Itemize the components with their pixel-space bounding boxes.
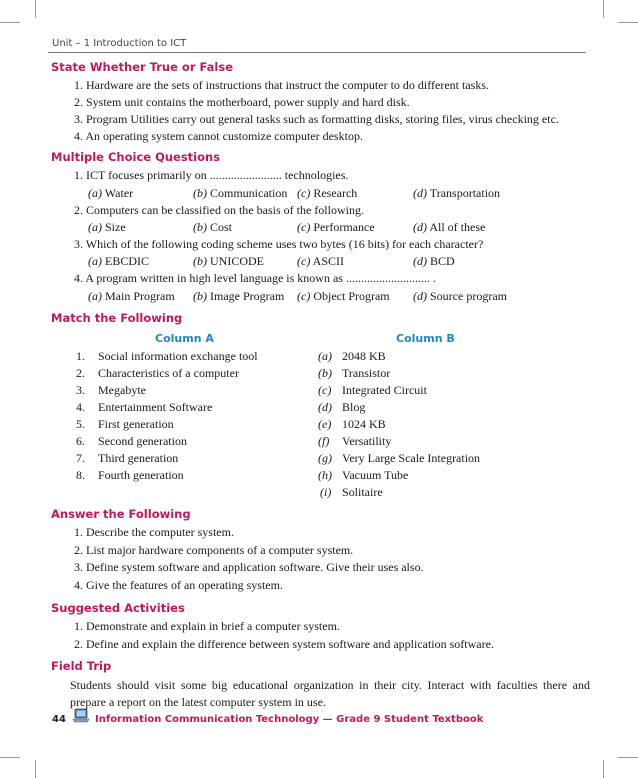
mcq-option: (d) Transportation bbox=[413, 186, 501, 200]
mcq-option: (d) Source program bbox=[413, 289, 507, 303]
crop-mark bbox=[35, 760, 36, 778]
mcq-option: (b) Cost bbox=[193, 220, 233, 234]
match-b-text: Versatility bbox=[342, 434, 392, 448]
match-a-num: 8. bbox=[76, 468, 85, 482]
mcq-option: (c) Research bbox=[297, 186, 358, 200]
match-a-num: 5. bbox=[76, 417, 85, 431]
section-heading-mcq: Multiple Choice Questions bbox=[51, 150, 221, 164]
mcq-option: (c) Performance bbox=[297, 220, 375, 234]
match-a-text: Characteristics of a computer bbox=[98, 366, 239, 380]
mcq-option: (b) UNICODE bbox=[193, 254, 264, 268]
mcq-option: (a) Main Program bbox=[88, 289, 175, 303]
section-heading-true-false: State Whether True or False bbox=[51, 60, 234, 74]
activity-item: 2. Define and explain the difference between system software and application software. bbox=[74, 637, 494, 651]
match-b-text: Vacuum Tube bbox=[342, 468, 409, 482]
mcq-option: (b) Image Program bbox=[193, 289, 285, 303]
crop-mark bbox=[0, 757, 20, 758]
mcq-question: 3. Which of the following coding scheme uses two bytes (16 bits) for each character? bbox=[74, 237, 484, 251]
mcq-question: 2. Computers can be classified on the basis of the following. bbox=[74, 203, 364, 217]
match-a-text: Megabyte bbox=[98, 383, 146, 397]
laptop-icon bbox=[72, 708, 90, 724]
match-b-key: (b) bbox=[318, 366, 332, 380]
section-heading-answer: Answer the Following bbox=[51, 507, 191, 521]
match-a-text: First generation bbox=[98, 417, 174, 431]
match-b-key: (g) bbox=[318, 451, 332, 465]
section-heading-activities: Suggested Activities bbox=[51, 601, 185, 615]
mcq-option: (a) EBCDIC bbox=[88, 254, 150, 268]
answer-item: 3. Define system software and application software. Give their uses also. bbox=[74, 560, 424, 574]
mcq-option: (a) Water bbox=[88, 186, 134, 200]
match-a-text: Social information exchange tool bbox=[98, 349, 258, 363]
match-b-key: (f) bbox=[318, 434, 330, 448]
crop-mark bbox=[0, 22, 20, 23]
match-b-key: (a) bbox=[318, 349, 332, 363]
match-b-text: Blog bbox=[342, 400, 366, 414]
match-b-key: (i) bbox=[320, 485, 332, 499]
match-a-text: Entertainment Software bbox=[98, 400, 213, 414]
match-a-num: 6. bbox=[76, 434, 85, 448]
mcq-question: 1. ICT focuses primarily on ........................ technologies. bbox=[74, 168, 349, 182]
running-header: Unit – 1 Introduction to ICT bbox=[52, 38, 187, 49]
footer-title: Information Communication Technology — Grade 9 Student Textbook bbox=[95, 714, 484, 725]
crop-mark bbox=[618, 757, 638, 758]
match-b-text: 1024 KB bbox=[342, 417, 386, 431]
mcq-option: (c) Object Program bbox=[297, 289, 390, 303]
crop-mark bbox=[35, 0, 36, 18]
match-a-num: 2. bbox=[76, 366, 85, 380]
match-b-key: (e) bbox=[318, 417, 332, 431]
match-b-text: 2048 KB bbox=[342, 349, 386, 363]
column-b-title: Column B bbox=[396, 332, 455, 345]
section-heading-match: Match the Following bbox=[51, 311, 183, 325]
match-a-text: Second generation bbox=[98, 434, 187, 448]
match-a-num: 1. bbox=[76, 349, 85, 363]
match-b-text: Solitaire bbox=[342, 485, 383, 499]
mcq-option: (d) All of these bbox=[413, 220, 486, 234]
match-a-text: Third generation bbox=[98, 451, 179, 465]
mcq-option: (c) ASCII bbox=[297, 254, 345, 268]
answer-item: 2. List major hardware components of a computer system. bbox=[74, 543, 354, 557]
field-trip-text: Students should visit some big educational organization in their city. Interact with faculties there and prepare a report on the latest computer system in use. bbox=[70, 678, 590, 709]
tf-item: 1. Hardware are the sets of instructions that instruct the computer to do different tasks. bbox=[74, 78, 489, 92]
page-number: 44 bbox=[52, 714, 66, 725]
match-b-text: Very Large Scale Integration bbox=[342, 451, 481, 465]
match-b-key: (h) bbox=[318, 468, 332, 482]
match-b-text: Transistor bbox=[342, 366, 391, 380]
section-heading-field-trip: Field Trip bbox=[51, 659, 112, 673]
activity-item: 1. Demonstrate and explain in brief a computer system. bbox=[74, 619, 340, 633]
crop-mark bbox=[618, 22, 638, 23]
match-a-text: Fourth generation bbox=[98, 468, 184, 482]
tf-item: 2. System unit contains the motherboard, power supply and hard disk. bbox=[74, 95, 410, 109]
tf-item: 3. Program Utilities carry out general tasks such as formatting disks, storing files, virus checking etc. bbox=[74, 112, 559, 126]
answer-item: 4. Give the features of an operating system. bbox=[74, 578, 283, 592]
crop-mark bbox=[603, 0, 604, 18]
match-b-key: (c) bbox=[318, 383, 332, 397]
header-rule bbox=[48, 52, 586, 53]
tf-item: 4. An operating system cannot customize computer desktop. bbox=[74, 129, 363, 143]
column-a-title: Column A bbox=[155, 332, 214, 345]
match-a-num: 7. bbox=[76, 451, 85, 465]
mcq-question: 4. A program written in high level language is known as ............................ . bbox=[74, 271, 436, 285]
mcq-option: (d) BCD bbox=[413, 254, 455, 268]
match-a-num: 3. bbox=[76, 383, 85, 397]
crop-mark bbox=[603, 760, 604, 778]
answer-item: 1. Describe the computer system. bbox=[74, 525, 234, 539]
match-a-num: 4. bbox=[76, 400, 85, 414]
mcq-option: (b) Communication bbox=[193, 186, 288, 200]
mcq-option: (a) Size bbox=[88, 220, 126, 234]
match-b-key: (d) bbox=[318, 400, 332, 414]
match-b-text: Integrated Circuit bbox=[342, 383, 427, 397]
